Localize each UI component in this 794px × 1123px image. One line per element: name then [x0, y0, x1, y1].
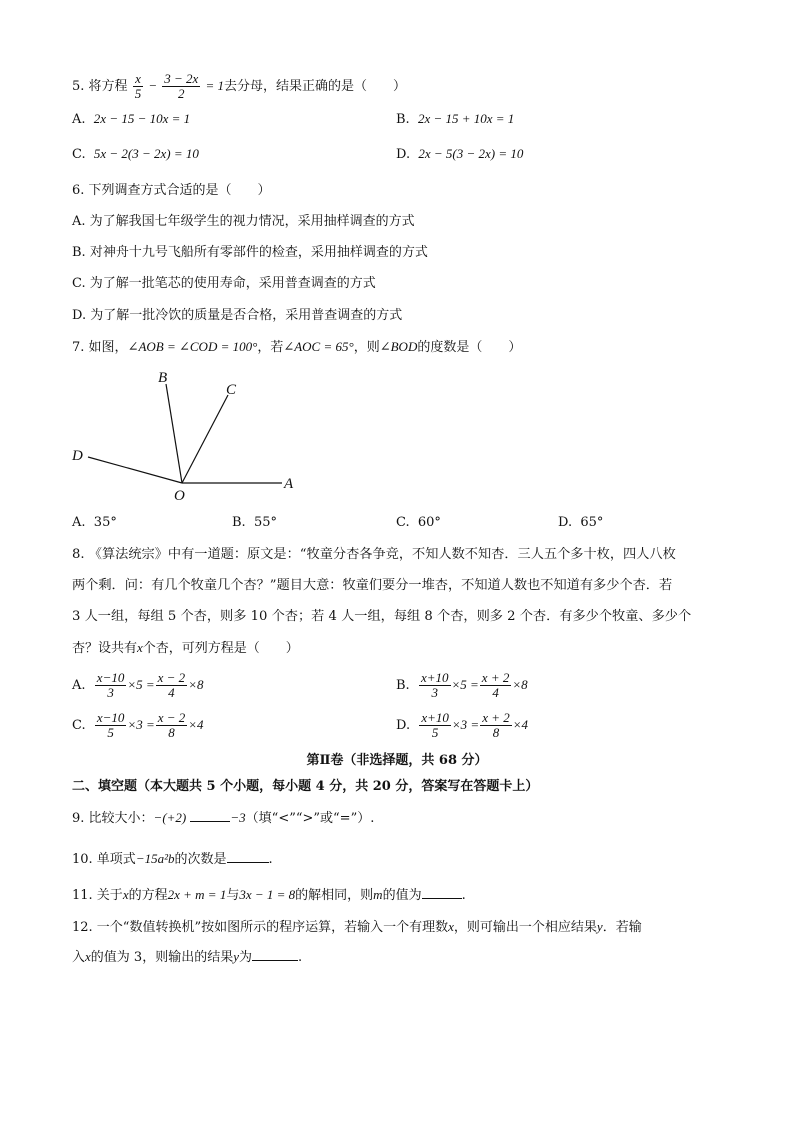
- q8-line-4: 杏？设共有x个杏，可列方程是（ ）: [72, 640, 299, 656]
- ray-oc: [182, 395, 228, 483]
- q8-line-1: 8. 《算法统宗》中有一道题：原文是：“牧童分杏各争竞，不知人数不知杏．三人五个多十枚，四人八枚: [72, 547, 676, 562]
- q5-stem-suffix: 去分母，结果正确的是（ ）: [223, 79, 406, 94]
- q7-option-d: D. 65°: [558, 515, 604, 530]
- label-d: D: [72, 448, 83, 464]
- q11-blank: [422, 886, 462, 899]
- q11: 11. 关于x的方程2x + m = 1与3x − 1 = 8的解相同，则m的值为 .: [72, 887, 466, 903]
- q6-option-c: C. 为了解一批笔芯的使用寿命，采用普查调查的方式: [72, 276, 376, 291]
- q8-line-2: 两个剩．问：有几个牧童几个杏？”题目大意：牧童们要分一堆杏，不知道人数也不知道有多少个杏．若: [72, 578, 673, 593]
- q12-line-1: 12. 一个“数值转换机”按如图所示的程序运算，若输入一个有理数x，则可输出一个相应结果y．若输: [72, 919, 642, 935]
- q8-option-a: A. $\frac{x-10}{3}$ ×5 = $\frac{x - 2}{4}$ ×8: [72, 670, 204, 700]
- section-heading: 二、填空题（本大题共 5 个小题，每小题 4 分，共 20 分，答案写在答题卡上）: [72, 779, 539, 794]
- q6-option-d: D. 为了解一批冷饮的质量是否合格，采用普查调查的方式: [72, 308, 403, 323]
- q5-option-d: D. 2x − 5(3 − 2x) = 10: [396, 146, 524, 162]
- q8-line-3: 3 人一组，每组 5 个杏，则多 10 个杏；若 4 人一组，每组 8 个杏，则多 2 个杏．有多少个牧童、多少个: [72, 609, 692, 624]
- q9-blank: [190, 809, 230, 822]
- q12-line-2: 入x的值为 3，则输出的结果y为 .: [72, 949, 303, 965]
- q7-angle-figure: [60, 360, 320, 510]
- q6-option-b: B. 对神舟十九号飞船所有零部件的检查，采用抽样调查的方式: [72, 245, 428, 260]
- q10: 10. 单项式−15a²b的次数是 .: [72, 851, 273, 867]
- q5-option-b: B. 2x − 15 + 10x = 1: [396, 111, 515, 127]
- q5-option-c: C. 5x − 2(3 − 2x) = 10: [72, 146, 199, 162]
- q12-blank: [252, 948, 298, 961]
- q6-stem: 6. 下列调查方式合适的是（ ）: [72, 183, 271, 198]
- q5-minus: −: [148, 78, 158, 93]
- label-a: A: [284, 476, 294, 492]
- q5-stem-prefix: 将方程: [88, 79, 128, 94]
- label-b: B: [158, 370, 168, 386]
- label-o: O: [174, 488, 185, 504]
- q10-blank: [227, 850, 269, 863]
- q5-eq: = 1: [205, 78, 224, 93]
- q7-option-a: A. 35°: [72, 515, 117, 530]
- q6-option-a: A. 为了解我国七年级学生的视力情况，采用抽样调查的方式: [72, 214, 415, 229]
- q8-option-c: C. $\frac{x-10}{5}$ ×3 = $\frac{x - 2}{8}$ ×4: [72, 710, 204, 740]
- ray-ob: [166, 384, 182, 483]
- q5-fraction-2: $\frac{3 - 2x}{2}$: [164, 71, 199, 101]
- q9: 9. 比较大小：−(+2) −3（填“<”“>”或“=”）.: [72, 810, 375, 826]
- q8-option-b: B. $\frac{x+10}{3}$ ×5 = $\frac{x + 2}{4}$ ×8: [396, 670, 528, 700]
- section-title: 第Ⅱ卷（非选择题，共 68 分）: [306, 753, 488, 768]
- q7-stem: 7. 如图，∠AOB = ∠COD = 100°，若∠AOC = 65°，则∠BOD的度数是（ ）: [72, 339, 522, 355]
- q5-fraction-1: $\frac{x}{5}$: [134, 71, 142, 101]
- label-c: C: [226, 382, 237, 398]
- q7-option-b: B. 55°: [232, 515, 277, 530]
- q8-option-d: D. $\frac{x+10}{5}$ ×3 = $\frac{x + 2}{8}$ ×4: [396, 710, 529, 740]
- q5-number: 5.: [72, 79, 85, 94]
- q7-option-c: C. 60°: [396, 515, 441, 530]
- ray-od: [88, 457, 182, 483]
- q5-option-a: A. 2x − 15 − 10x = 1: [72, 111, 191, 127]
- q5-stem: [72, 72, 406, 101]
